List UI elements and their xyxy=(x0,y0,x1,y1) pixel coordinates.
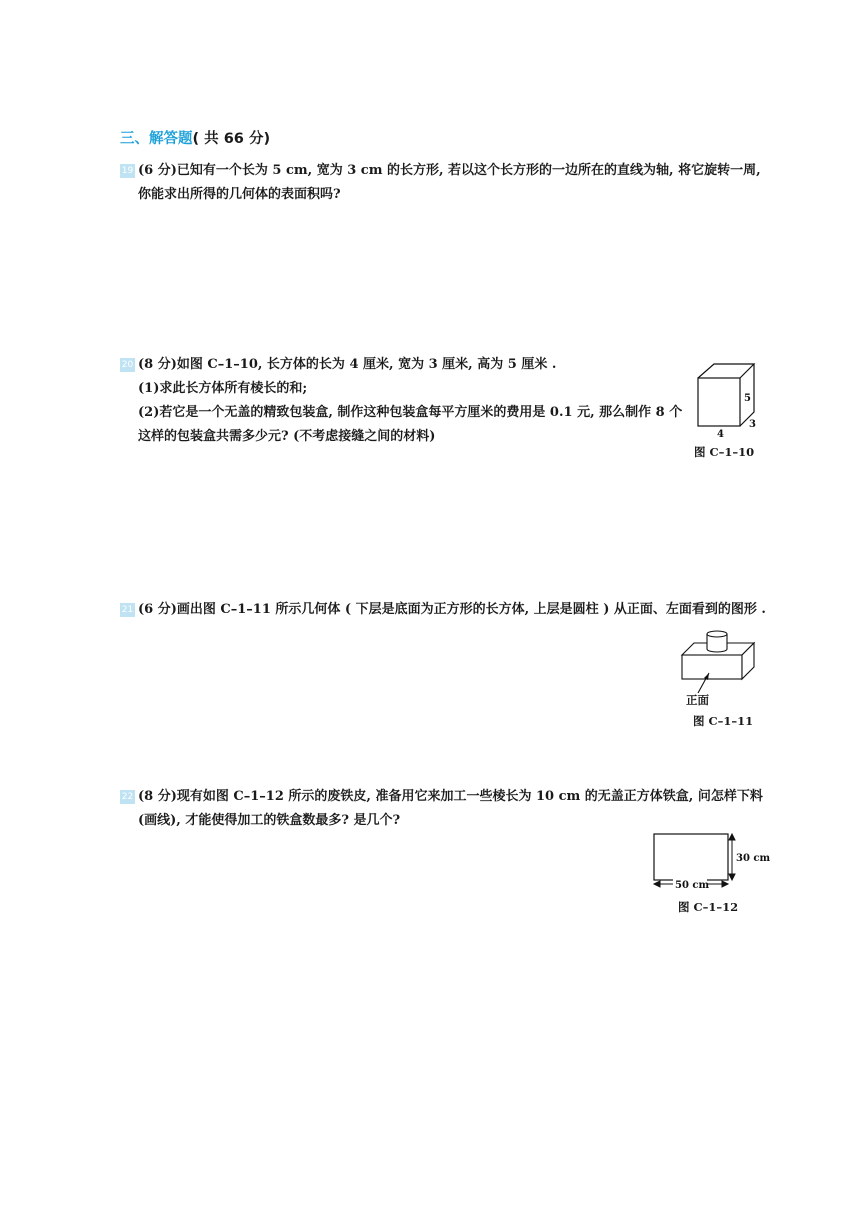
question-line xyxy=(120,785,763,809)
iron-sheet-rect xyxy=(654,834,728,880)
cylinder-top xyxy=(707,631,727,637)
question-line: (1)求此长方体所有棱长的和; xyxy=(138,381,308,396)
figure-iron-sheet xyxy=(648,830,771,894)
question-21 xyxy=(120,598,766,622)
height-dim-arrow-bottom xyxy=(729,874,735,880)
height-dim-label: 30 cm xyxy=(736,853,771,864)
question-text: (6 分)已知有一个长为 5 cm, 宽为 3 cm 的长方形, 若以这个长方形的一边所在的直线为轴, 将它旋转一周, xyxy=(138,163,761,178)
question-number-badge: 22 xyxy=(121,792,134,802)
width-dim-arrow-left xyxy=(654,881,660,887)
cuboid-cylinder-drawing xyxy=(676,625,760,697)
question-line: (画线), 才能使得加工的铁盒数最多? 是几个? xyxy=(138,813,401,828)
question-number-badge: 19 xyxy=(121,166,134,176)
figure-caption: 图 C–1–11 xyxy=(693,714,754,728)
question-line xyxy=(120,598,766,622)
height-dim-arrow-top xyxy=(729,834,735,840)
front-view-label: 正面 xyxy=(686,693,709,707)
question-text: (8 分)如图 C–1–10, 长方体的长为 4 厘米, 宽为 3 厘米, 高为 5 厘米 . xyxy=(138,357,557,372)
section-heading: 解答题 xyxy=(149,131,193,147)
question-text: (6 分)画出图 C–1–11 所示几何体 ( 下层是底面为正方形的长方体, 上层是圆柱 ) 从正面、左面看到的图形 . xyxy=(138,602,766,617)
figure-caption: 图 C–1–10 xyxy=(694,445,755,459)
question-line xyxy=(120,353,682,377)
figure-cuboid xyxy=(690,358,770,438)
figure-caption: 图 C–1–12 xyxy=(678,900,739,914)
cuboid-height-label: 5 xyxy=(744,393,751,404)
question-19 xyxy=(120,159,761,207)
base-front-face xyxy=(682,655,742,679)
question-line: 这样的包装盒共需多少元? (不考虑接缝之间的材料) xyxy=(138,429,436,444)
question-text: (8 分)现有如图 C–1–12 所示的废铁皮, 准备用它来加工一些棱长为 10 cm 的无盖正方体铁盒, 问怎样下料 xyxy=(138,789,763,804)
question-number-badge: 20 xyxy=(121,360,134,370)
question-number-badge: 21 xyxy=(121,605,134,615)
cuboid-drawing xyxy=(690,358,770,438)
cuboid-width-label: 3 xyxy=(749,419,756,430)
section-title xyxy=(120,127,270,148)
figure-cuboid-cylinder xyxy=(676,625,760,697)
width-dim-label: 50 cm xyxy=(675,880,710,891)
section-prefix: 三、 xyxy=(120,131,149,147)
question-line xyxy=(120,159,761,183)
width-dim-arrow-right xyxy=(722,881,728,887)
cuboid-length-label: 4 xyxy=(717,429,724,440)
cuboid-top-face xyxy=(698,364,754,378)
question-20 xyxy=(120,353,682,449)
question-line: 你能求出所得的几何体的表面积吗? xyxy=(138,187,341,202)
iron-sheet-drawing xyxy=(648,830,771,894)
section-score: ( 共 66 分) xyxy=(192,131,271,147)
cuboid-front-face xyxy=(698,378,740,426)
question-22 xyxy=(120,785,763,833)
question-line: (2)若它是一个无盖的精致包装盒, 制作这种包装盒每平方厘米的费用是 0.1 元, 那么制作 8 个 xyxy=(138,405,683,420)
